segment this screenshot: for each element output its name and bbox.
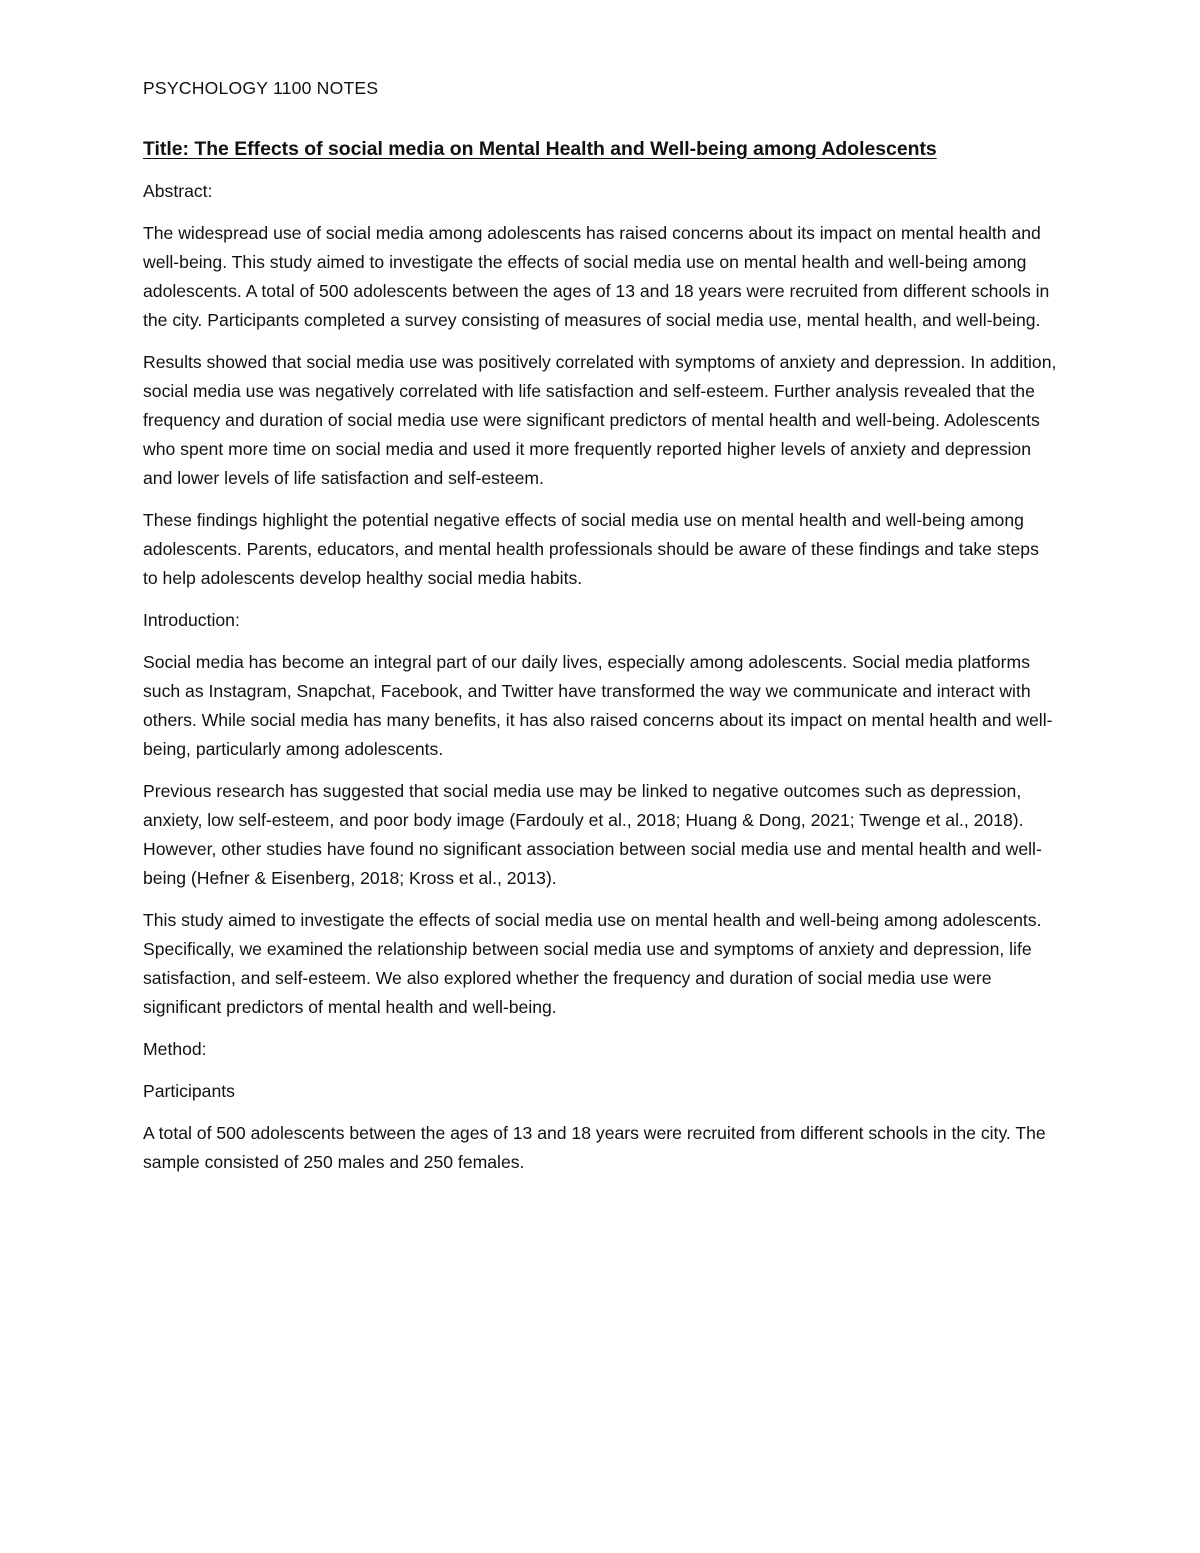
introduction-paragraph-3: This study aimed to investigate the effects of social media use on mental health and well-being among adolescents. Specifically, we examined the relationship between social media use and symptoms of anxiety and depression, life satisfaction, and self-esteem. We also explored whether the frequency and duration of social media use were significant predictors of mental health and well-being. [143, 910, 1042, 1017]
document-title: Title: The Effects of social media on Mental Health and Well-being among Adolescents [143, 138, 937, 160]
abstract-paragraph-1: The widespread use of social media among adolescents has raised concerns about its impact on mental health and well-being. This study aimed to investigate the effects of social media use on mental health and well-being among adolescents. A total of 500 adolescents between the ages of 13 and 18 years were recruited from different schools in the city. Participants completed a survey consisting of measures of social media use, mental health, and well-being. [143, 223, 1050, 330]
introduction-paragraph-1: Social media has become an integral part of our daily lives, especially among adolescents. Social media platforms such as Instagram, Snapchat, Facebook, and Twitter have transformed the way we communicate and interact with others. While social media has many benefits, it has also raised concerns about its impact on mental health and well-being, particularly among adolescents. [143, 652, 1053, 759]
introduction-paragraph-2: Previous research has suggested that social media use may be linked to negative outcomes such as depression, anxiety, low self-esteem, and poor body image (Fardouly et al., 2018; Huang & Dong, 2021; Twenge et al., 2018). However, other studies have found no significant association between social media use and mental health and well-being (Hefner & Eisenberg, 2018; Kross et al., 2013). [143, 781, 1042, 888]
method-paragraph-1: A total of 500 adolescents between the ages of 13 and 18 years were recruited from different schools in the city. The sample consisted of 250 males and 250 females. [143, 1123, 1046, 1172]
introduction-heading: Introduction: [143, 610, 240, 630]
participants-subheading: Participants [143, 1081, 235, 1101]
method-heading: Method: [143, 1039, 207, 1059]
abstract-heading: Abstract: [143, 181, 213, 201]
abstract-paragraph-2: Results showed that social media use was positively correlated with symptoms of anxiety and depression. In addition, social media use was negatively correlated with life satisfaction and self-esteem. Further analysis revealed that the frequency and duration of social media use were significant predictors of mental health and well-being. Adolescents who spent more time on social media and used it more frequently reported higher levels of anxiety and depression and lower levels of life satisfaction and self-esteem. [143, 352, 1057, 488]
page-header: PSYCHOLOGY 1100 NOTES [143, 78, 379, 98]
abstract-paragraph-3: These findings highlight the potential negative effects of social media use on mental health and well-being among adolescents. Parents, educators, and mental health professionals should be aware of these findings and take steps to help adolescents develop healthy social media habits. [143, 510, 1039, 588]
document-body [143, 74, 1058, 1190]
